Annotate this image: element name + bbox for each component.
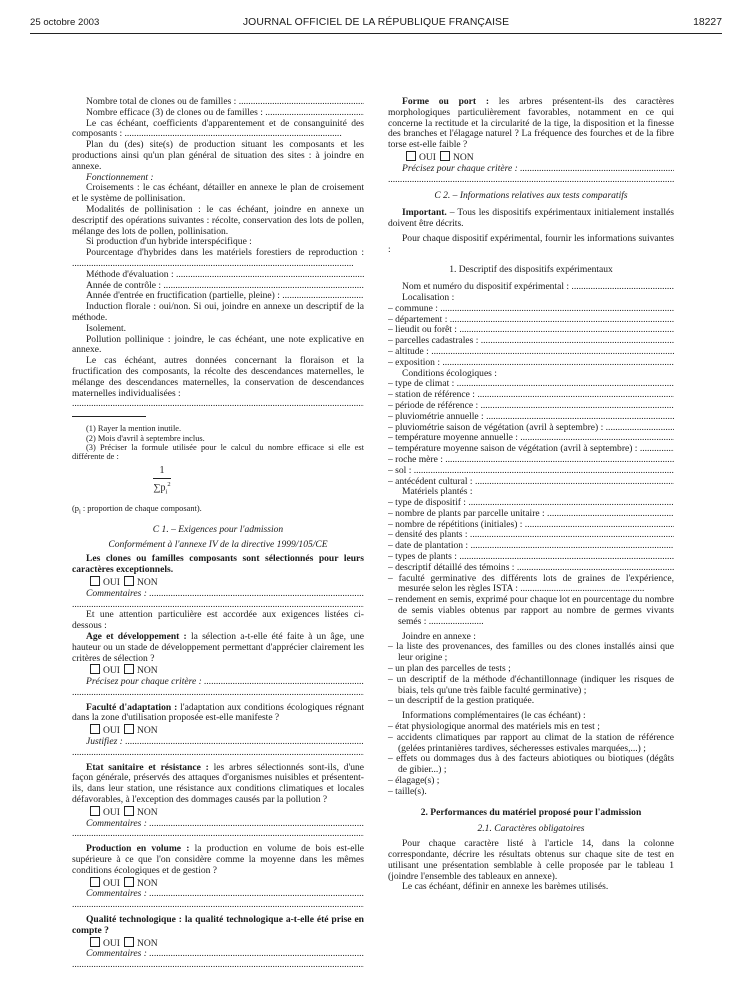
list-item: – station de référence : .....: [388, 390, 674, 401]
left-column: [72, 97, 364, 971]
section-title-2: 2. Performances du matériel proposé pour l'admission: [420, 806, 642, 818]
question: Les clones ou familles composants sont sélectionnés pour leurs caractères exceptionnels.: [72, 553, 364, 576]
question: Age et développement : la sélection a-t-elle été faite à un âge, une hauteur ou un stade de développement permettant d'apprécier clairement les critères de sélection ?: [72, 630, 364, 664]
list-item: – pluviométrie saison de végétation (avril à septembre) : .....: [388, 423, 674, 434]
text-para: Important. – Tous les dispositifs expérimentaux initialement installés doivent être décrits.: [388, 207, 674, 229]
question: Production en volume : la production en volume de bois est-elle supérieure à ce que l'on considère comme la moyenne dans les mêmes conditions écologiques et de gestion ?: [72, 843, 364, 876]
list-heading: Localisation :: [402, 291, 455, 303]
list-item: – types de plants : .....: [388, 552, 674, 563]
list-item: – roche mère : .....: [388, 455, 674, 466]
checkbox-oui[interactable]: [90, 664, 100, 674]
section-subtitle-c1: Conformément à l'annexe IV de la directive 1999/105/CE: [108, 538, 328, 550]
list-item: – accidents climatiques par rapport au climat de la station de référence (gelées printanières tardives, sécheresses estivales marquées,...) ;: [388, 731, 674, 754]
materiels-list: [388, 498, 674, 628]
section-title-1: 1. Descriptif des dispositifs expérimentaux: [449, 264, 613, 276]
list-item: – parcelles cadastrales : .....: [388, 336, 674, 347]
list-item: – effets ou dommages dus à des facteurs abiotiques ou biotiques (dégâts de gibier...) ;: [388, 753, 674, 776]
list-item: – élagage(s) ;: [388, 775, 440, 787]
header-title: JOURNAL OFFICIEL DE LA RÉPUBLIQUE FRANÇAISE: [242, 17, 510, 28]
comment-line: Justifiez : .....: [72, 737, 364, 748]
text-line: Nom et numéro du dispositif expérimental : .....: [388, 282, 674, 293]
list-item: – antécédent cultural : .....: [388, 477, 674, 488]
text-para: Pour chaque dispositif expérimental, fournir les informations suivantes :: [388, 232, 674, 255]
text-para: Induction florale : oui/non. Si oui, joindre en annexe un descriptif de la méthode.: [72, 301, 364, 323]
question: Etat sanitaire et résistance : les arbres sélectionnés sont-ils, d'une façon générale, préservés des attaques d'organismes nuisibles et présentent-ils, dans leur station, une résistance aux conditions climatiques et locales défavorables, à l'exception des dommages causés par la pollution ?: [72, 761, 365, 806]
section-title-c1: C 1. – Exigences pour l'admission: [152, 523, 284, 535]
footnote: (1) Rayer la mention inutile.: [86, 424, 182, 434]
question: Faculté d'adaptation : l'adaptation aux conditions écologiques régnant dans la zone d'utilisation proposée est-elle manifeste ?: [72, 701, 365, 724]
list-item: – type de dispositif : .....: [388, 498, 674, 509]
checkbox-oui[interactable]: [90, 877, 100, 887]
text-para: Pollution pollinique : joindre, le cas échéant, une note explicative en annexe.: [72, 333, 364, 356]
text-para: Modalités de pollinisation : le cas échéant, joindre en annexe un descriptif des opérations suivantes : récolte, conservation des lots de pollen, mélange des lots de pollen, pollinisation.: [72, 203, 364, 237]
header-page-number: 18227: [693, 17, 722, 28]
comment-line: Précisez pour chaque critère : .....: [72, 677, 364, 688]
checkbox-non[interactable]: [440, 151, 450, 161]
joindre-list: [388, 642, 674, 707]
list-item: – exposition : .....: [388, 358, 674, 369]
list-heading: Conditions écologiques :: [402, 367, 497, 379]
text-para: Croisements : le cas échéant, détailler en annexe le plan de croisement et le système de pollinisation.: [72, 182, 364, 205]
text-line: Année d'entrée en fructification (partielle, pleine) : .....: [72, 291, 364, 302]
list-item: – nombre de plants par parcelle unitaire : .....: [388, 509, 674, 520]
list-item: – température moyenne annuelle : .....: [388, 433, 674, 444]
list-item: – sol : .....: [388, 466, 674, 477]
list-item: – commune : .....: [388, 304, 674, 315]
checkbox-non[interactable]: [124, 724, 134, 734]
checkbox-non[interactable]: [124, 576, 134, 586]
list-item: – période de référence : .....: [388, 401, 674, 412]
oui-non-choice: OUI NON: [388, 151, 674, 164]
checkbox-non[interactable]: [124, 937, 134, 947]
checkbox-non[interactable]: [124, 664, 134, 674]
list-item: – pluviométrie annuelle : .....: [388, 412, 674, 423]
footnote-rule: [72, 416, 146, 417]
localisation-list: [388, 304, 674, 369]
list-item: – descriptif détaillé des témoins : .....: [388, 563, 674, 574]
checkbox-non[interactable]: [124, 806, 134, 816]
text-para: Si production d'un hybride interspécifique :: [86, 236, 252, 248]
footnote: (3) Préciser la formule utilisée pour le calcul du nombre efficace si elle est différente de :: [72, 442, 364, 462]
formula-denominator: $\sum p_i^2$: [153, 480, 171, 495]
right-column: [388, 97, 674, 893]
formula-note: ($p_i$ : proportion de chaque composant).: [72, 503, 202, 516]
subheading: Fonctionnement :: [86, 171, 154, 183]
comment-line: Commentaires : .....: [72, 589, 364, 600]
header-rule: [30, 33, 722, 34]
section-title-c2: C 2. – Informations relatives aux tests comparatifs: [434, 190, 628, 202]
footnote: (2) Mois d'avril à septembre inclus.: [86, 433, 205, 443]
comment-line: Commentaires : .....: [72, 819, 364, 830]
fill-line: [72, 900, 364, 911]
list-item: – un plan des parcelles de tests ;: [388, 663, 511, 675]
oui-non-choice: OUI NON: [72, 937, 364, 950]
checkbox-oui[interactable]: [90, 724, 100, 734]
fill-line: [72, 399, 364, 410]
comment-line: Commentaires : .....: [72, 949, 364, 960]
header-date: 25 octobre 2003: [30, 17, 100, 28]
list-heading: Joindre en annexe :: [402, 630, 476, 642]
text-para: Pour chaque caractère listé à l'article 14, dans la colonne correspondante, décrire les résultats obtenus sur chaque site de test en utilisant une présentation semblable à celle proposée par le tableau 1 (joindre l'ensemble des tableaux en annexe).: [388, 838, 674, 882]
list-heading: Matériels plantés :: [402, 486, 473, 498]
text-para: Isolement.: [86, 322, 127, 334]
text-para: Pourcentage d'hybrides dans les matériels forestiers de reproduction : ......................................................................................................................: [72, 247, 364, 269]
text-line: Année de contrôle : .....: [72, 281, 364, 292]
oui-non-choice: OUI NON: [72, 664, 364, 677]
checkbox-oui[interactable]: [90, 576, 100, 586]
conditions-list: [388, 379, 674, 487]
list-item: – nombre de répétitions (initiales) : .....: [388, 520, 674, 531]
formula: [132, 466, 192, 498]
oui-non-choice: OUI NON: [72, 877, 364, 890]
infos-list: [388, 722, 674, 798]
question: Forme ou port : les arbres présentent-ils des caractères morphologiques particulièrement favorables, notamment en ce qui concerne la rectitude et la circularité de la tige, la disposition et la finesse des branches et l'élagage naturel ? La fréquence des fourches et de la fibre torse est-elle faible ?: [388, 96, 674, 151]
formula-numerator: 1: [153, 466, 170, 479]
list-item: – un descriptif de la gestion pratiquée.: [388, 695, 535, 707]
fill-line: [72, 748, 364, 759]
text-line: Nombre total de clones ou de familles : .....: [72, 97, 364, 108]
oui-non-choice: OUI NON: [72, 724, 364, 737]
text-line: Nombre efficace (3) de clones ou de familles : .....: [72, 108, 364, 119]
text-para: Et une attention particulière est accordée aux exigences listées ci-dessous :: [72, 609, 364, 632]
list-item: – faculté germinative des différents lots de graines de l'expérience, mesurée selon les règles ISTA : ....................................................: [388, 572, 674, 595]
checkbox-oui[interactable]: [90, 937, 100, 947]
text-para: Plan du (des) site(s) de production situant les composants et les productions ainsi qu'un plan général de situation des sites : à joindre en annexe.: [72, 139, 364, 172]
checkbox-non[interactable]: [124, 877, 134, 887]
oui-non-choice: OUI NON: [72, 576, 364, 589]
list-heading: Informations complémentaires (le cas échéant) :: [402, 710, 586, 722]
text-para: Le cas échéant, coefficients d'apparentement et de consanguinité des composants : ...........................................................................................: [72, 117, 364, 140]
comment-line: Précisez pour chaque critère : .....: [388, 164, 674, 175]
fill-line: [388, 175, 674, 186]
text-para: Le cas échéant, autres données concernant la floraison et la fructification des composants, la récolte des descendances maternelles, le mélange des descendances maternelles, la conservation de descendances maternelles individualisées :: [72, 355, 364, 399]
list-item: – lieudit ou forêt : .....: [388, 325, 674, 336]
list-item: – département : .....: [388, 315, 674, 326]
checkbox-oui[interactable]: [90, 806, 100, 816]
list-item: – taille(s).: [388, 785, 427, 797]
checkbox-oui[interactable]: [406, 151, 416, 161]
oui-non-choice: OUI NON: [72, 806, 364, 819]
question: Qualité technologique : la qualité technologique a-t-elle été prise en compte ?: [72, 914, 364, 936]
fill-line: [72, 829, 364, 840]
list-item: – état physiologique anormal des matériels mis en test ;: [388, 721, 600, 733]
page-header: [30, 14, 722, 30]
fill-line: [72, 688, 364, 699]
list-item: – température moyenne saison de végétation (avril à septembre) : .....: [388, 444, 674, 455]
list-item: – un descriptif de la méthode d'échantillonnage (indiquer les risques de biais, tels qu'une très faible faculté germinative) ;: [388, 673, 674, 696]
list-item: – rendement en semis, exprimé pour chaque lot en pourcentage du nombre de semis viables obtenus par rapport au nombre de germes vivants semés : .......................: [388, 594, 674, 627]
list-item: – type de climat : .....: [388, 379, 674, 390]
text-line: Méthode d'évaluation : .....: [72, 270, 364, 281]
comment-line: Commentaires : .....: [72, 889, 364, 900]
section-title-2-1: 2.1. Caractères obligatoires: [477, 823, 585, 835]
list-item: – la liste des provenances, des familles ou des clones installés ainsi que leur origine ;: [388, 641, 674, 664]
text-para: Le cas échéant, définir en annexe les barèmes utilisés.: [402, 881, 609, 893]
list-item: – densité des plants : .....: [388, 530, 674, 541]
list-item: – altitude : .....: [388, 347, 674, 358]
fill-line: [72, 960, 364, 971]
list-item: – date de plantation : .....: [388, 541, 674, 552]
